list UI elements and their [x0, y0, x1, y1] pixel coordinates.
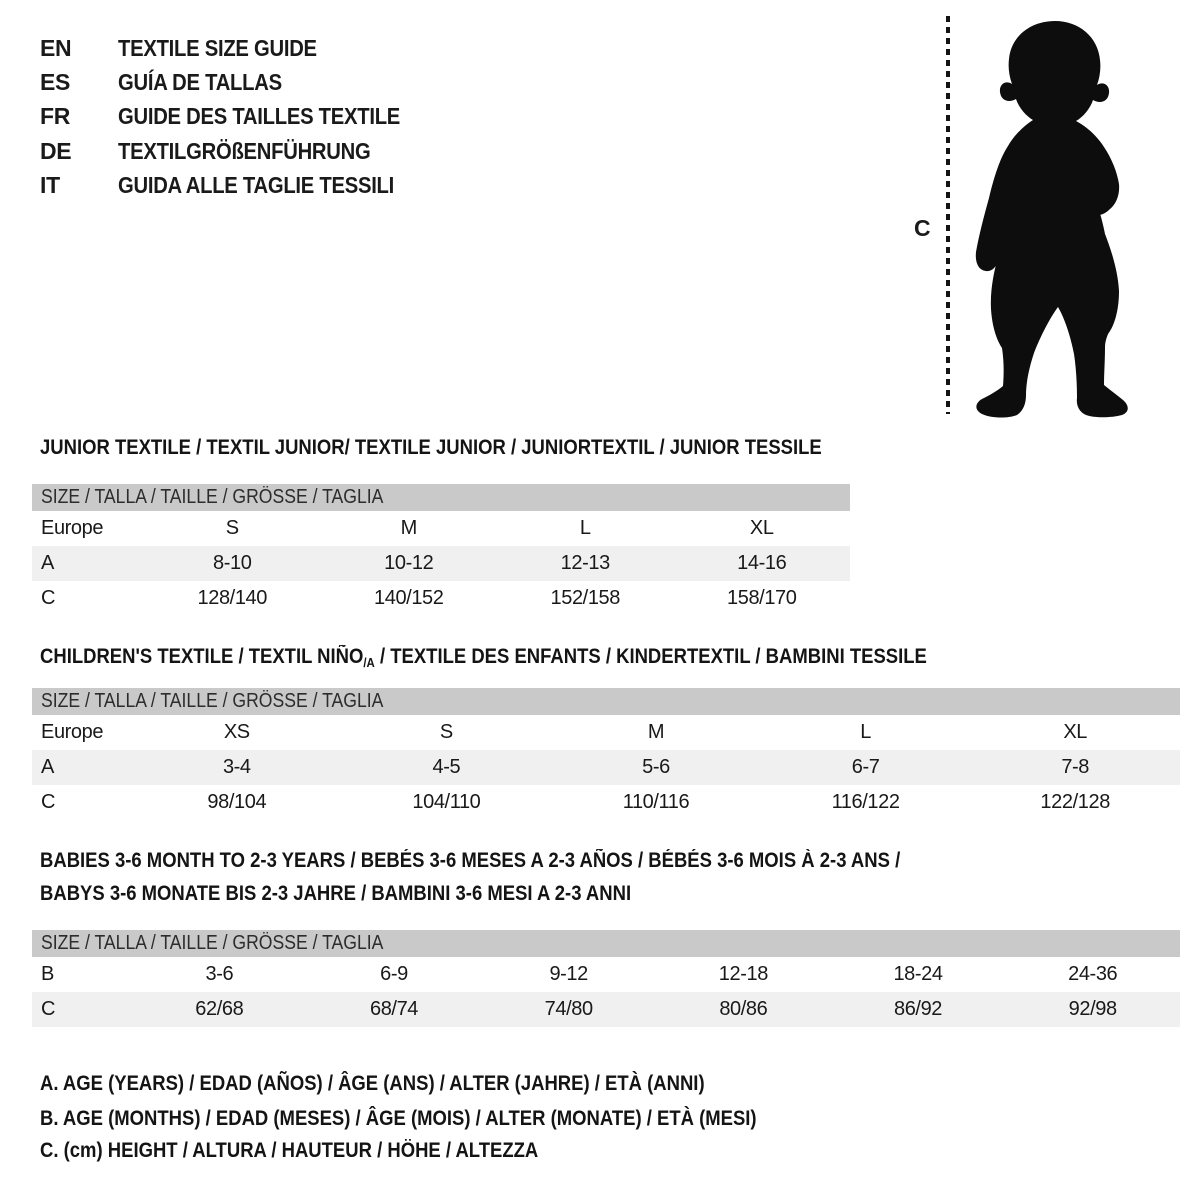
size-cell: M	[400, 517, 417, 539]
legend-height-cm-text: C. (cm) HEIGHT / ALTURA / HAUTEUR / HÖHE / ALTEZZA	[40, 1139, 539, 1162]
size-cell: XL	[749, 517, 774, 539]
baby-silhouette-icon	[963, 14, 1145, 420]
height-cell: 86/92	[893, 998, 943, 1020]
age-cell: 10-12	[384, 552, 434, 574]
legend-age-years-text: A. AGE (YEARS) / EDAD (AÑOS) / ÂGE (ANS) / ALTER (JAHRE) / ETÀ (ANNI)	[40, 1072, 705, 1095]
height-measure-dashed-line	[946, 16, 950, 414]
age-cell: 7-8	[1061, 756, 1090, 778]
size-cell: XS	[223, 721, 250, 743]
height-cell: 80/86	[719, 998, 768, 1020]
age-cell: 4-5	[432, 756, 461, 778]
table-row-europe	[32, 511, 850, 546]
lang-title: TEXTILGRÖßENFÜHRUNG	[118, 137, 371, 164]
size-header-bar	[32, 688, 1180, 715]
babies-size-table	[32, 930, 1180, 1027]
row-label: A	[41, 552, 54, 574]
babies-section-title-line1	[40, 849, 1018, 873]
size-cell: S	[439, 721, 453, 743]
height-cell: 68/74	[369, 998, 419, 1020]
row-label: Europe	[41, 721, 104, 743]
lang-title: GUIDA ALLE TAGLIE TESSILI	[118, 171, 395, 198]
babies-title-line2-text: BABYS 3-6 MONATE BIS 2-3 JAHRE / BAMBINI 3-6 MESI A 2-3 ANNI	[40, 882, 632, 905]
table-row-months	[32, 957, 1180, 992]
size-header-bar	[32, 484, 850, 511]
row-label: B	[41, 963, 54, 985]
size-cell: M	[647, 721, 665, 743]
table-row-height	[32, 785, 1180, 820]
height-cell: 98/104	[207, 791, 267, 813]
lang-code: EN	[40, 34, 72, 61]
age-cell: 5-6	[642, 756, 670, 778]
height-cell: 152/158	[550, 587, 620, 609]
height-cell: 116/122	[831, 791, 900, 813]
height-cell: 110/116	[622, 791, 690, 813]
row-label: Europe	[41, 517, 104, 539]
lang-code: ES	[40, 68, 71, 95]
months-cell: 6-9	[380, 963, 408, 985]
lang-row-it	[40, 170, 432, 200]
table-row-age	[32, 750, 1180, 785]
table-row-height	[32, 581, 850, 616]
size-header-label: SIZE / TALLA / TAILLE / GRÖSSE / TAGLIA	[41, 486, 384, 508]
junior-size-table	[32, 484, 850, 616]
height-cell: 128/140	[197, 587, 267, 609]
table-row-europe	[32, 715, 1180, 750]
children-title-prefix: CHILDREN'S TEXTILE / TEXTIL NIÑO	[40, 645, 364, 668]
babies-title-line1-text: BABIES 3-6 MONTH TO 2-3 YEARS / BEBÉS 3-6 MESES A 2-3 AÑOS / BÉBÉS 3-6 MOIS À 2-3 ANS /	[40, 849, 901, 872]
height-cell: 92/98	[1068, 998, 1117, 1020]
lang-title: GUIDE DES TAILLES TEXTILE	[118, 102, 401, 129]
junior-section-title	[40, 436, 928, 460]
lang-code: DE	[40, 137, 72, 164]
age-cell: 8-10	[213, 552, 252, 574]
height-cell: 122/128	[1040, 791, 1110, 813]
row-label: A	[41, 756, 54, 778]
lang-row-fr	[40, 101, 439, 131]
lang-row-de	[40, 136, 405, 166]
children-section-title	[40, 645, 1048, 670]
size-cell: L	[579, 517, 591, 539]
height-cell: 74/80	[544, 998, 593, 1020]
months-cell: 9-12	[549, 963, 588, 985]
size-header-label: SIZE / TALLA / TAILLE / GRÖSSE / TAGLIA	[41, 932, 384, 954]
months-cell: 18-24	[893, 963, 943, 985]
legend-age-years	[40, 1072, 795, 1096]
legend-age-months-text: B. AGE (MONTHS) / EDAD (MESES) / ÂGE (MOIS) / ALTER (MONATE) / ETÀ (MESI)	[40, 1107, 757, 1130]
lang-code: FR	[40, 102, 71, 129]
age-cell: 3-4	[222, 756, 251, 778]
children-title-suffix: / TEXTILE DES ENFANTS / KINDERTEXTIL / BAMBINI TESSILE	[374, 645, 927, 668]
height-cell: 62/68	[195, 998, 244, 1020]
row-label: C	[41, 587, 56, 609]
lang-code: IT	[40, 171, 60, 198]
months-cell: 12-18	[718, 963, 768, 985]
height-cell: 140/152	[374, 587, 444, 609]
legend-height-cm	[40, 1139, 606, 1163]
size-cell: XL	[1063, 721, 1087, 743]
age-cell: 12-13	[560, 552, 610, 574]
height-measure-label: C	[914, 215, 931, 241]
height-cell: 104/110	[412, 791, 481, 813]
age-cell: 6-7	[851, 756, 880, 778]
lang-title: GUÍA DE TALLAS	[118, 68, 282, 95]
lang-title: TEXTILE SIZE GUIDE	[118, 34, 317, 61]
row-label: C	[41, 791, 56, 813]
table-row-height	[32, 992, 1180, 1027]
children-title-sub: /A	[363, 655, 375, 670]
lang-row-en	[40, 33, 344, 63]
children-size-table	[32, 688, 1180, 820]
size-cell: S	[225, 517, 239, 539]
size-cell: L	[860, 721, 871, 743]
height-cell: 158/170	[727, 587, 797, 609]
months-cell: 3-6	[205, 963, 234, 985]
lang-row-es	[40, 67, 304, 97]
age-cell: 14-16	[737, 552, 787, 574]
size-header-bar	[32, 930, 1180, 957]
months-cell: 24-36	[1068, 963, 1118, 985]
children-section-title-text	[40, 645, 927, 670]
legend-age-months	[40, 1107, 854, 1131]
junior-section-title-text: JUNIOR TEXTILE / TEXTIL JUNIOR/ TEXTILE JUNIOR / JUNIORTEXTIL / JUNIOR TESSILE	[40, 436, 822, 459]
row-label: C	[41, 998, 56, 1020]
size-header-label: SIZE / TALLA / TAILLE / GRÖSSE / TAGLIA	[41, 690, 384, 712]
table-row-age	[32, 546, 850, 581]
babies-section-title-line2	[40, 882, 712, 906]
